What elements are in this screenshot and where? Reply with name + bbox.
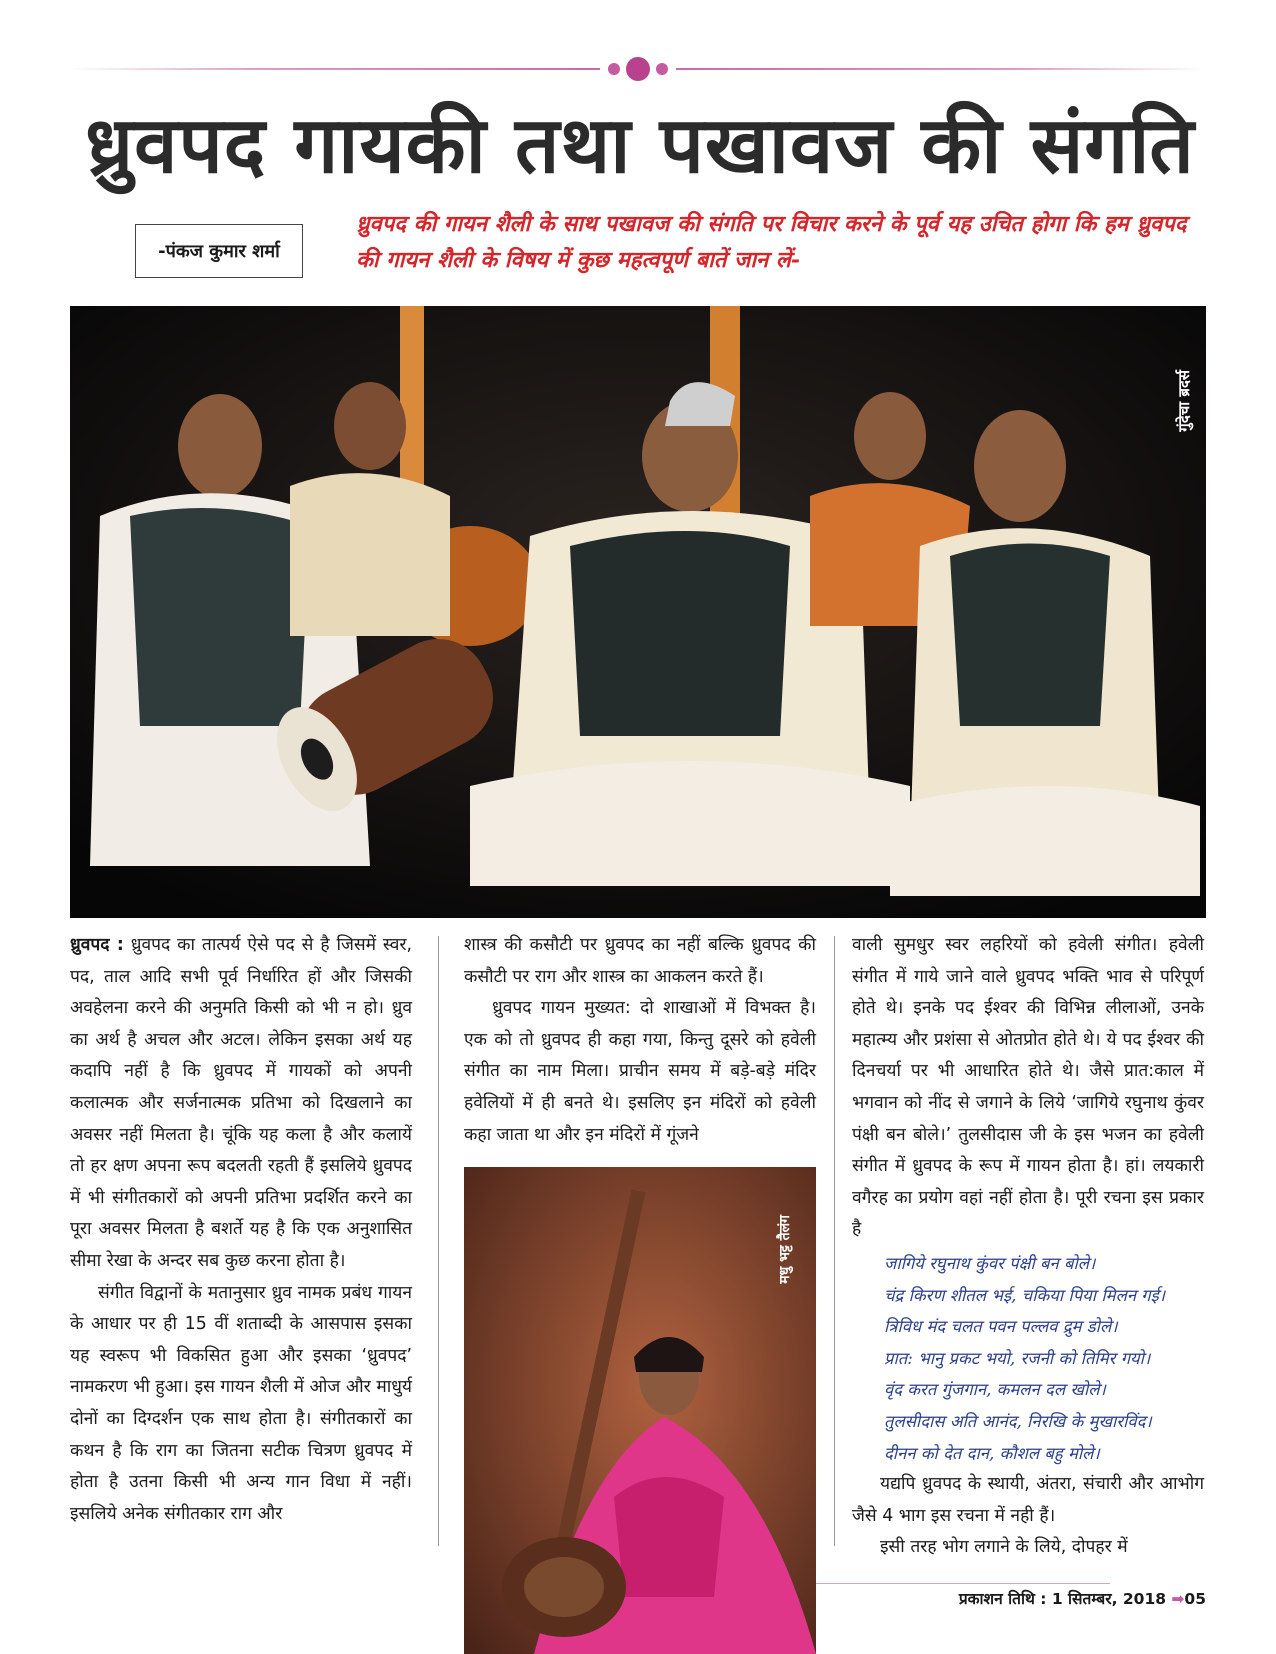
col1-paragraph-1-text: ध्रुवपद का तात्पर्य ऐसे पद से है जिसमें स्वर, पद, ताल आदि सभी पूर्व निर्धारित हों और जिसकी अवहेलना करने की अनुमति किसी को भी न हो। ध्रुव का अर्थ है अचल और अटल। लेकिन इसका अर्थ यह कदापि नहीं है कि ध्रुवपद में गायकों को अपनी कलात्मक और सर्जनात्मक प्रतिभा को दिखलाने का अवसर नहीं मिलता है। चूंकि यह कला है और कलायें तो हर क्षण अपना रूप बदलती रहती हैं इसलिये ध्रुवपद में भी संगीतकारों को अपनी प्रतिभा प्रदर्शित करने का पूरा अवसर मिलता है बशर्ते यह है कि एक अनुशासित सीमा रेखा के अन्दर सब कुछ करना होता है।: [70, 935, 412, 1271]
col3-paragraph-2: यद्यपि ध्रुवपद के स्थायी, अंतरा, संचारी और आभोग जैसे 4 भाग इस रचना में नही हैं।: [852, 1474, 1204, 1526]
poem-line: जागिये रघुनाथ कुंवर पंक्षी बन बोले।: [884, 1253, 1096, 1273]
ornament-dot-left: [608, 63, 620, 75]
ornament-line-left: [70, 68, 600, 70]
inset-photo-credit: मधु भट्ट तैलंग: [777, 1215, 793, 1284]
poem-line: चंद्र किरण शीतल भई, चकिया पिया मिलन गई।: [884, 1285, 1166, 1305]
inset-photo-singer: [464, 1167, 816, 1654]
article-title: ध्रुवपद गायकी तथा पखावज की संगति: [85, 101, 1195, 191]
ornament-dot-right: [656, 63, 668, 75]
col1-paragraph-2: संगीत विद्वानों के मतानुसार ध्रुव नामक प्रबंध गायन के आधार पर ही 15 वीं शताब्दी के आसपास इसका यह स्वरूप भी विकसित हुआ और इसका ‘ध्रुवपद’ नामकरण भी हुआ। इस गायन शैली में ओज और माधुर्य दोनों का दिग्दर्शन एक साथ होता है। संगीतकारों का कथन है कि राग का जितना सटीक चित्रण ध्रुवपद में होता है उतना किसी भी अन्य गान विधा में नहीं। इसलिये अनेक संगीतकार राग और: [70, 1282, 412, 1524]
page-number: 05: [1184, 1590, 1206, 1608]
col3-paragraph-3: इसी तरह भोग लगाने के लिये, दोपहर में: [880, 1537, 1128, 1558]
dhruvapad-lead: ध्रुवपद :: [70, 935, 124, 955]
poem-line: प्रात: भानु प्रकट भयो, रजनी को तिमिर गयो।: [884, 1348, 1151, 1368]
col3-paragraph-1: वाली सुमधुर स्वर लहरियों को हवेली संगीत। हवेली संगीत में गाये जाने वाले ध्रुवपद भक्ति भाव से परिपूर्ण होते थे। इनके पद ईश्वर की विभिन्न लीलाओं, उनके महात्म्य और प्रशंसा से ओतप्रोत होते थे। ये पद ईश्वर की दिनचर्या पर भी आधारित होते थे। जैसे प्रात:काल में भगवान को नींद से जगाने के लिये ‘जागिये रघुनाथ कुंवर पंक्षी बन बोले।’ तुलसीदास जी के इस भजन का हवेली संगीत में ध्रुवपद के रूप में गायन होता है। हां। लयकारी वगैरह का प्रयोग वहां नहीं होता है। पूरी रचना इस प्रकार है: [852, 935, 1204, 1240]
ornament-line-right: [676, 68, 1206, 70]
column-divider-2: [834, 936, 835, 1546]
inset-photo-illustration: [464, 1167, 816, 1654]
hero-photo-credit: गुंदेचा ब्रदर्स: [1175, 370, 1193, 432]
hero-photo-illustration: [70, 306, 1206, 918]
col1-paragraph-1: [70, 930, 412, 1278]
arrow-right-icon: ➡: [1171, 1590, 1185, 1608]
poem-line: त्रिविध मंद चलत पवन पल्लव द्रुम डोले।: [884, 1317, 1118, 1337]
column-divider-1: [438, 936, 439, 1546]
ornament-dot-center: [626, 57, 650, 81]
article-intro: ध्रुवपद की गायन शैली के साथ पखावज की संगति पर विचार करने के पूर्व यह उचित होगा कि हम ध्रुवपद की गायन शैली के विषय में कुछ महत्वपूर्ण बातें जान लें-: [356, 211, 1187, 273]
page-footer: [944, 1587, 1206, 1609]
poem-line: वृंद करत गुंजगान, कमलन दल खोले।: [884, 1380, 1106, 1400]
article-column-1: [70, 930, 412, 1530]
article-column-2: [464, 930, 816, 1151]
article-column-3: [852, 930, 1204, 1564]
poem-line: दीनन को देत दान, कौशल बहु मोले।: [884, 1443, 1100, 1463]
footer-rule: [816, 1583, 1110, 1584]
header-ornament: [70, 62, 1206, 76]
poem-line: तुलसीदास अति आनंद, निरखि के मुखारविंद।: [884, 1411, 1152, 1431]
bhajan-poem: [884, 1248, 1204, 1469]
author-byline: -पंकज कुमार शर्मा: [135, 224, 303, 278]
hero-photo-musicians: [70, 306, 1206, 918]
col2-paragraph-1: शास्त्र की कसौटी पर ध्रुवपद का नहीं बल्कि ध्रुवपद की कसौटी पर राग और शास्त्र का आकलन करते हैं।: [464, 935, 816, 987]
publication-date: प्रकाशन तिथि : 1 सितम्बर, 2018: [958, 1590, 1167, 1608]
col2-paragraph-2: ध्रुवपद गायन मुख्यत: दो शाखाओं में विभक्त है। एक को तो ध्रुवपद ही कहा गया, किन्तु दूसरे को हवेली संगीत का नाम मिला। प्राचीन समय में बड़े-बड़े मंदिर हवेलियों में ही बनते थे। इसलिए इन मंदिरों को हवेली कहा जाता था और इन मंदिरों में गूंजने: [464, 998, 816, 1145]
